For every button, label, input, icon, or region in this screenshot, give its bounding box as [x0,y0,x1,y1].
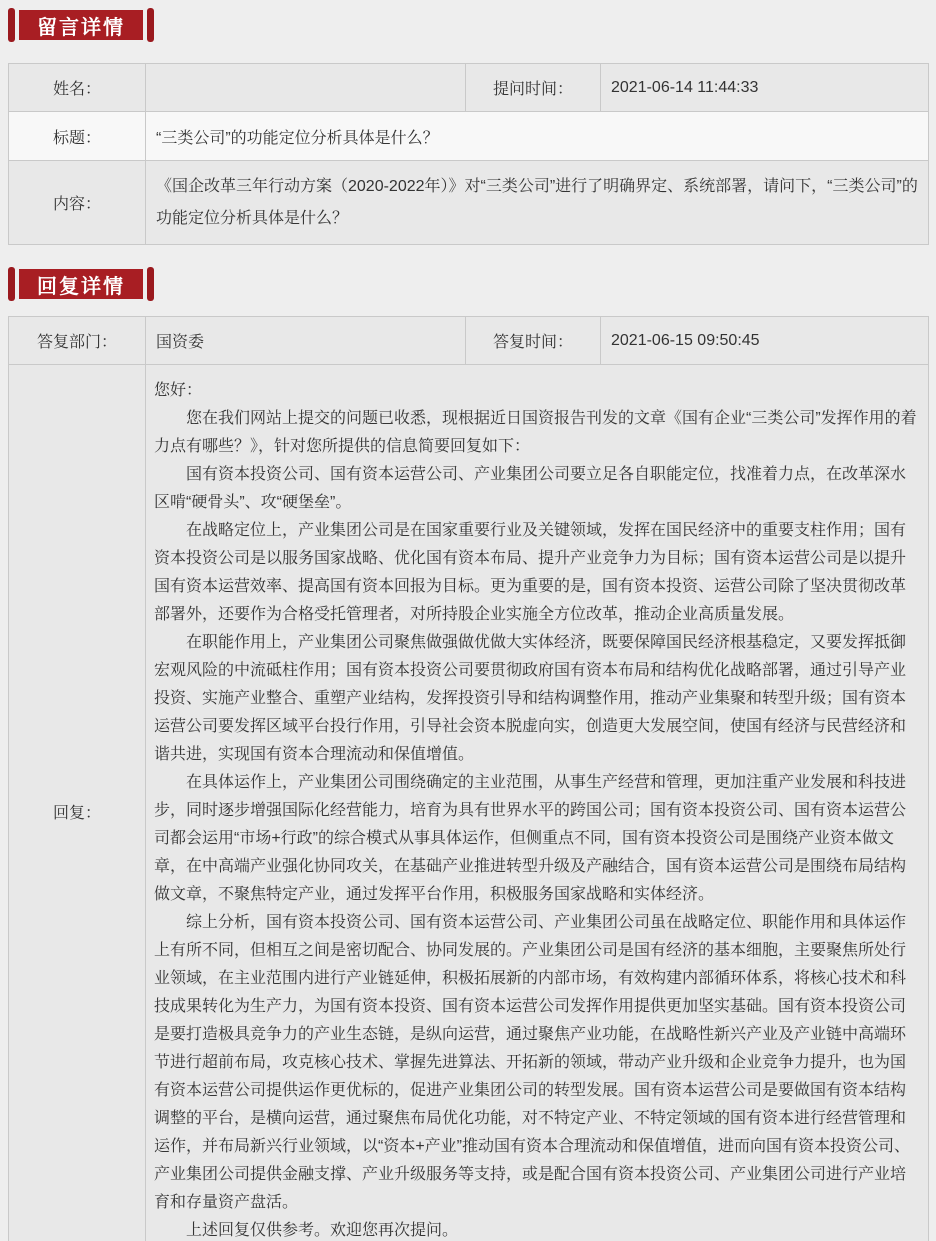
table-row [9,161,929,245]
table-row [9,64,929,112]
table-row [9,317,929,365]
reply-paragraph: 上述回复仅供参考。欢迎您再次提问。 [186,1222,459,1239]
table-row [9,112,929,161]
reply-paragraph: 您在我们网站上提交的问题已收悉，现根据近日国资报告刊发的文章《国有企业“三类公司”发挥作用的着力点有哪些？》，针对您所提供的信息简要回复如下： [154,410,917,455]
ribbon-left-bar [8,267,15,301]
ask-time-value: 2021-06-14 11:44:33 [601,64,929,112]
reply-section-header [8,265,928,303]
title-label: 标题： [9,112,146,161]
name-label: 姓名： [9,64,146,112]
ribbon-right-bar [147,267,154,301]
reply-label: 回复： [9,365,146,1241]
reply-paragraph: 在职能作用上，产业集团公司聚焦做强做优做大实体经济，既要保障国民经济根基稳定，又要发挥抵御宏观风险的中流砥柱作用；国有资本投资公司要贯彻政府国有资本布局和结构优化战略部署，通过引导产业投资、实施产业整合、重塑产业结构，发挥投资引导和结构调整作用，推动产业集聚和转型升级；国有资本运营公司要发挥区域平台投行作用，引导社会资本脱虚向实，创造更大发展空间，使国有经济与民营经济和谐共进，实现国有资本合理流动和保值增值。 [154,634,907,763]
title-value: “三类公司”的功能定位分析具体是什么？ [146,112,929,161]
reply-paragraph: 您好： [154,382,203,399]
page-container [0,6,936,1241]
message-detail-table [8,63,929,245]
reply-detail-table [8,316,929,1241]
ribbon-left-bar [8,8,15,42]
message-section-title: 留言详情 [19,10,143,40]
reply-paragraph: 国有资本投资公司、国有资本运营公司、产业集团公司要立足各自职能定位，找准着力点，在改革深水区啃“硬骨头”、攻“硬堡垒”。 [154,466,907,511]
reply-paragraph: 综上分析，国有资本投资公司、国有资本运营公司、产业集团公司虽在战略定位、职能作用和具体运作上有所不同，但相互之间是密切配合、协同发展的。产业集团公司是国有经济的基本细胞，主要聚焦所处行业领域，在主业范围内进行产业链延伸，积极拓展新的内部市场，有效构建内部循环体系，将核心技术和科技成果转化为生产力，为国有资本投资、国有资本运营公司发挥作用提供更加坚实基础。国有资本投资公司是要打造极具竞争力的产业生态链，是纵向运营，通过聚焦产业功能，在战略性新兴产业及产业链中高端环节进行超前布局，攻克核心技术、掌握先进算法、开拓新的领域，带动产业升级和企业竞争力提升，也为国有资本运营公司提供运作更优标的，促进产业集团公司的转型发展。国有资本运营公司是要做国有资本结构调整的平台，是横向运营，通过聚焦布局优化功能，对不特定产业、不特定领域的国有资本进行经营管理和运作，并布局新兴行业领域，以“资本+产业”推动国有资本合理流动和保值增值，进而向国有资本投资公司、产业集团公司提供金融支撑、产业升级服务等支持，或是配合国有资本投资公司、产业集团公司进行产业培育和存量资产盘活。 [154,914,911,1211]
reply-dept-value: 国资委 [146,317,466,365]
table-row [9,365,929,1241]
message-section-header [8,6,928,44]
name-value [146,64,466,112]
reply-time-label: 答复时间： [466,317,601,365]
content-label: 内容： [9,161,146,245]
reply-body [146,365,929,1241]
reply-paragraph: 在战略定位上，产业集团公司是在国家重要行业及关键领域，发挥在国民经济中的重要支柱作用；国有资本投资公司是以服务国家战略、优化国有资本布局、提升产业竞争力为目标；国有资本运营公司是以提升国有资本运营效率、提高国有资本回报为目标。更为重要的是，国有资本投资、运营公司除了坚决贯彻改革部署外，还要作为合格受托管理者，对所持股企业实施全方位改革，推动企业高质量发展。 [154,522,907,623]
reply-dept-label: 答复部门： [9,317,146,365]
reply-section-title: 回复详情 [19,269,143,299]
reply-time-value: 2021-06-15 09:50:45 [601,317,929,365]
content-value: 《国企改革三年行动方案（2020-2022年）》对“三类公司”进行了明确界定、系统部署，请问下，“三类公司”的功能定位分析具体是什么？ [146,161,929,245]
ribbon-right-bar [147,8,154,42]
ask-time-label: 提问时间： [466,64,601,112]
reply-paragraph: 在具体运作上，产业集团公司围绕确定的主业范围，从事生产经营和管理，更加注重产业发展和科技进步，同时逐步增强国际化经营能力，培育为具有世界水平的跨国公司；国有资本投资公司、国有资本运营公司都会运用“市场+行政”的综合模式从事具体运作，但侧重点不同，国有资本投资公司是围绕产业资本做文章，在中高端产业强化协同攻关，在基础产业推进转型升级及产融结合，国有资本运营公司是围绕布局结构做文章，不聚焦特定产业，通过发挥平台作用，积极服务国家战略和实体经济。 [154,774,907,903]
